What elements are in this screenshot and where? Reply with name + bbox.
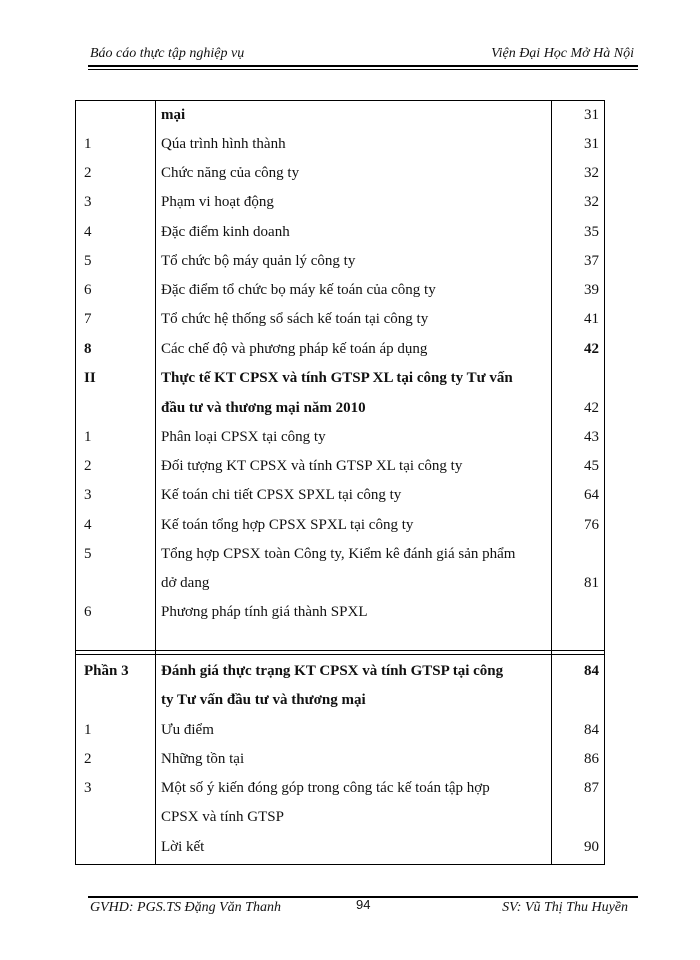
- toc-row-title: Đặc điểm tổ chức bọ máy kế toán của công ty: [161, 282, 436, 298]
- toc-row-number: 2: [84, 458, 92, 474]
- toc-row-page: 41: [584, 311, 599, 327]
- toc-row-number: 8: [84, 341, 92, 357]
- toc-row-page: 42: [584, 400, 599, 416]
- toc-row-title: Tổ chức hệ thống sổ sách kế toán tại công ty: [161, 311, 429, 327]
- toc-row-number: 1: [84, 429, 92, 445]
- toc-row-title: Kế toán chi tiết CPSX SPXL tại công ty: [161, 487, 402, 503]
- toc-row: [76, 774, 604, 803]
- footer-student: SV: Vũ Thị Thu Huyền: [502, 900, 628, 915]
- toc-row: [76, 276, 604, 305]
- page-footer: [88, 897, 636, 920]
- toc-row: [76, 305, 604, 334]
- toc-row-title: CPSX và tính GTSP: [161, 809, 284, 825]
- toc-row: [76, 716, 604, 745]
- toc-row-title: Đặc điểm kinh doanh: [161, 224, 290, 240]
- header-left: Báo cáo thực tập nghiệp vụ: [90, 46, 245, 61]
- toc-row-number: 7: [84, 311, 92, 327]
- toc-row-page: 32: [584, 194, 599, 210]
- toc-row-page: 84: [584, 722, 599, 738]
- toc-row-title: Phân loại CPSX tại công ty: [161, 429, 326, 445]
- toc-row: [76, 686, 604, 715]
- header-rule: [88, 65, 638, 67]
- toc-row-number: 4: [84, 224, 92, 240]
- toc-row: [76, 364, 604, 393]
- toc-row: [76, 833, 604, 862]
- toc-row-page: 84: [584, 663, 599, 679]
- toc-row-number: 5: [84, 253, 92, 269]
- toc-row-title: Chức năng của công ty: [161, 165, 300, 181]
- toc-row: [76, 481, 604, 510]
- toc-row-number: 2: [84, 751, 92, 767]
- toc-row-page: 90: [584, 839, 599, 855]
- toc-row-number: 3: [84, 194, 92, 210]
- toc-row-number: II: [84, 370, 96, 386]
- toc-row-page: 37: [584, 253, 599, 269]
- toc-row-number: 1: [84, 722, 92, 738]
- toc-row-page: 86: [584, 751, 599, 767]
- toc-row: [76, 423, 604, 452]
- toc-row-title: Những tồn tại: [161, 751, 245, 767]
- section-divider-bottom: [76, 654, 604, 655]
- toc-row: [76, 540, 604, 569]
- toc-row-title: Tổ chức bộ máy quản lý công ty: [161, 253, 356, 269]
- toc-row-title: dở dang: [161, 575, 210, 591]
- toc-row-page: 76: [584, 517, 599, 533]
- toc-row-title: Thực tế KT CPSX và tính GTSP XL tại công ty Tư vấn: [161, 370, 513, 386]
- toc-row-page: 31: [584, 107, 599, 123]
- toc-row: [76, 803, 604, 832]
- toc-row: [76, 452, 604, 481]
- toc-row-title: Đánh giá thực trạng KT CPSX và tính GTSP tại công: [161, 663, 504, 679]
- toc-row-number: 3: [84, 780, 92, 796]
- toc-row-number: Phần 3: [84, 663, 129, 679]
- toc-row-number: 4: [84, 517, 92, 533]
- toc-row-title: Ưu điểm: [161, 722, 214, 738]
- page-header: [88, 46, 636, 64]
- toc-row-number: 1: [84, 136, 92, 152]
- toc-row: [76, 130, 604, 159]
- toc-row-page: 43: [584, 429, 599, 445]
- toc-row-title: Kế toán tổng hợp CPSX SPXL tại công ty: [161, 517, 414, 533]
- header-right: Viện Đại Học Mở Hà Nội: [491, 46, 634, 61]
- toc-row: [76, 188, 604, 217]
- toc-row-title: Các chế độ và phương pháp kế toán áp dụng: [161, 341, 428, 357]
- toc-row-title: đầu tư và thương mại năm 2010: [161, 400, 366, 416]
- toc-row-title: Qúa trình hình thành: [161, 136, 286, 152]
- section-divider-top: [76, 650, 604, 651]
- header-rule-thin: [88, 69, 638, 70]
- toc-row: [76, 101, 604, 130]
- toc-row-title: Phương pháp tính giá thành SPXL: [161, 604, 368, 620]
- toc-row: [76, 569, 604, 598]
- toc-row-page: 45: [584, 458, 599, 474]
- toc-row-title: Tổng hợp CPSX toàn Công ty, Kiểm kê đánh giá sản phẩm: [161, 546, 516, 562]
- toc-row-number: 5: [84, 546, 92, 562]
- page-number: 94: [356, 897, 371, 912]
- toc-row-number: 3: [84, 487, 92, 503]
- toc-row-title: Một số ý kiến đóng góp trong công tác kế toán tập hợp: [161, 780, 490, 796]
- toc-row-title: Phạm vi hoạt động: [161, 194, 274, 210]
- toc-row: [76, 218, 604, 247]
- toc-row-number: 2: [84, 165, 92, 181]
- toc-row: [76, 159, 604, 188]
- toc-row-number: 6: [84, 604, 92, 620]
- toc-row-number: 6: [84, 282, 92, 298]
- table-of-contents: [75, 100, 605, 865]
- toc-row-page: 81: [584, 575, 599, 591]
- toc-row-page: 32: [584, 165, 599, 181]
- toc-row: [76, 335, 604, 364]
- toc-row-title: Lời kết: [161, 839, 205, 855]
- toc-row: [76, 511, 604, 540]
- toc-row: [76, 745, 604, 774]
- footer-supervisor: GVHD: PGS.TS Đặng Văn Thanh: [90, 900, 281, 915]
- toc-row: [76, 247, 604, 276]
- toc-row: [76, 657, 604, 686]
- toc-row-title: ty Tư vấn đầu tư và thương mại: [161, 692, 366, 708]
- toc-row-page: 31: [584, 136, 599, 152]
- toc-row-page: 35: [584, 224, 599, 240]
- toc-row-page: 87: [584, 780, 599, 796]
- toc-row-page: 64: [584, 487, 599, 503]
- toc-row-title: Đối tượng KT CPSX và tính GTSP XL tại công ty: [161, 458, 463, 474]
- toc-row-page: 42: [584, 341, 599, 357]
- toc-row: [76, 598, 604, 627]
- toc-row-page: 39: [584, 282, 599, 298]
- toc-row-title: mại: [161, 107, 186, 123]
- toc-row: [76, 394, 604, 423]
